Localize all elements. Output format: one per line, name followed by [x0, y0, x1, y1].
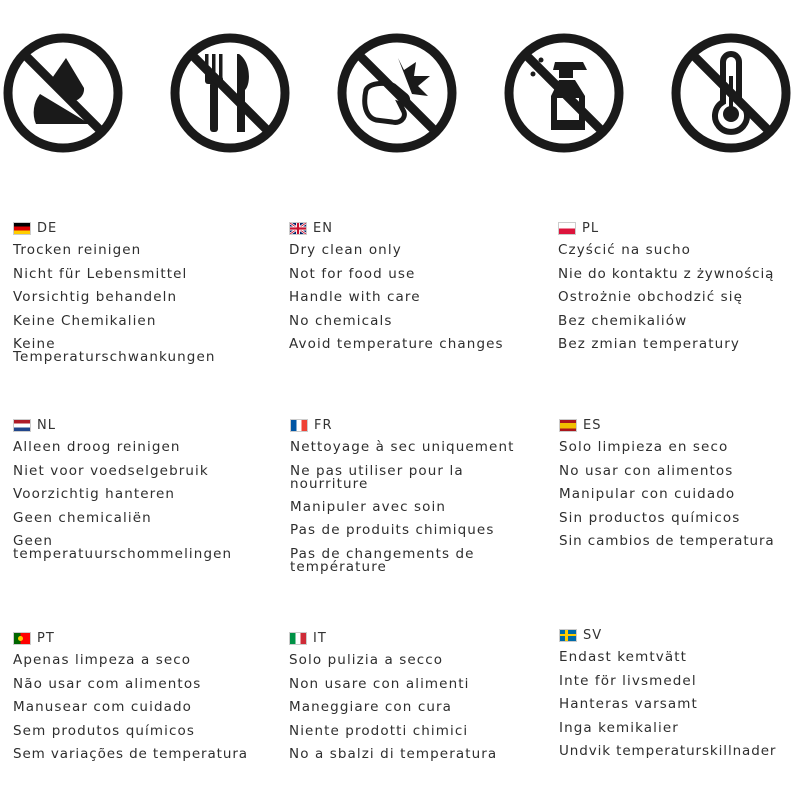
flag-fr-icon [290, 419, 308, 432]
instruction-line: Dry clean only [289, 242, 402, 258]
section-es [559, 417, 799, 559]
lang-code: DE [37, 220, 58, 236]
section-pl [558, 220, 798, 362]
instruction-line: Niet voor voedselgebruik [13, 462, 209, 479]
instruction-line: Inte för livsmedel [559, 672, 697, 689]
instruction-line: Manipular con cuidado [559, 486, 736, 502]
instruction-line: Not for food use [289, 265, 416, 282]
instruction-line: Keine Temperaturschwankungen [13, 336, 216, 365]
instruction-line: Handle with care [289, 289, 421, 305]
lang-code: IT [313, 630, 327, 646]
flag-sv-icon [559, 629, 577, 642]
instruction-line: Manipuler avec soin [290, 498, 447, 515]
instruction-line: Não usar com alimentos [13, 675, 202, 692]
flag-pl-icon [558, 222, 576, 235]
instruction-line: Sem variações de temperatura [13, 746, 248, 762]
flag-uk-icon [289, 222, 307, 235]
instruction-line: Czyścić na sucho [558, 242, 691, 258]
instruction-line: Non usare con alimenti [289, 675, 470, 692]
instruction-line: Solo limpieza en seco [559, 439, 729, 455]
instruction-line: Manusear com cuidado [13, 699, 193, 715]
section-it [289, 630, 544, 772]
no-bleach-icon [2, 32, 124, 154]
instruction-line: Hanteras varsamt [559, 696, 698, 712]
lang-code: PT [37, 630, 55, 646]
instruction-line: Ostrożnie obchodzić się [558, 289, 744, 305]
instruction-line: Vorsichtig behandeln [13, 289, 178, 305]
section-de [13, 220, 263, 364]
instruction-line: Bez chemikaliów [558, 312, 688, 329]
lang-code: NL [37, 417, 56, 433]
instruction-line: Trocken reinigen [13, 242, 142, 258]
lang-code: FR [314, 417, 333, 433]
flag-de-icon [13, 222, 31, 235]
instruction-line: No usar con alimentos [559, 462, 734, 479]
instruction-line: Maneggiare con cura [289, 699, 453, 715]
instruction-line: Sin productos químicos [559, 509, 741, 526]
no-temperature-change-icon [670, 32, 792, 154]
flag-es-icon [559, 419, 577, 432]
instruction-line: Niente prodotti chimici [289, 722, 469, 739]
lang-code: SV [583, 627, 603, 643]
no-food-use-icon [169, 32, 291, 154]
lang-code: ES [583, 417, 602, 433]
flag-it-icon [289, 632, 307, 645]
instruction-line: Pas de changements de température [290, 545, 475, 575]
instruction-line: Voorzichtig hanteren [13, 486, 176, 502]
no-rough-handling-icon [336, 32, 458, 154]
instruction-line: Nettoyage à sec uniquement [290, 439, 515, 455]
instruction-line: Ne pas utiliser pour la nourriture [290, 462, 464, 492]
section-en [289, 220, 539, 362]
instruction-line: Solo pulizia a secco [289, 652, 444, 668]
instruction-line: Pas de produits chimiques [290, 522, 495, 538]
section-nl [13, 417, 263, 561]
instruction-line: No chemicals [289, 312, 393, 329]
flag-nl-icon [13, 419, 31, 432]
instruction-line: Alleen droog reinigen [13, 439, 181, 455]
instruction-line: Geen chemicaliën [13, 509, 152, 526]
lang-code: EN [313, 220, 333, 236]
instruction-line: Apenas limpeza a seco [13, 652, 192, 668]
instruction-line: Sin cambios de temperatura [559, 533, 775, 549]
section-fr [290, 417, 545, 574]
flag-pt-icon [13, 632, 31, 645]
instruction-line: Geen temperatuurschommelingen [13, 533, 233, 562]
instruction-line: No a sbalzi di temperatura [289, 746, 498, 762]
instruction-line: Inga kemikalier [559, 719, 679, 736]
no-chemicals-icon [503, 32, 625, 154]
instruction-line: Nicht für Lebensmittel [13, 265, 188, 282]
instruction-line: Avoid temperature changes [289, 336, 504, 352]
instruction-line: Nie do kontaktu z żywnością [558, 265, 775, 282]
instruction-line: Keine Chemikalien [13, 312, 157, 329]
instruction-line: Endast kemtvätt [559, 649, 687, 665]
instruction-line: Sem produtos químicos [13, 722, 195, 739]
instruction-line: Undvik temperaturskillnader [559, 743, 777, 759]
instruction-line: Bez zmian temperatury [558, 336, 740, 352]
section-sv [559, 627, 799, 769]
section-pt [13, 630, 278, 772]
lang-code: PL [582, 220, 600, 236]
